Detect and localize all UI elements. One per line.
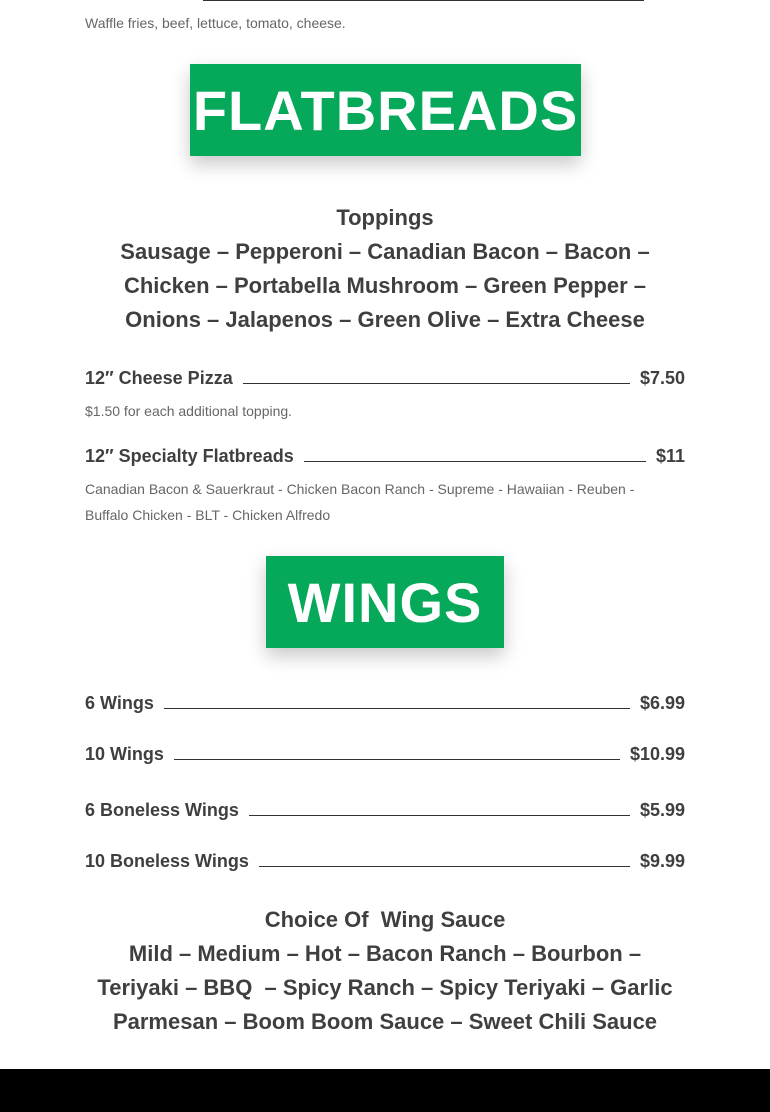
menu-item-10-boneless-wings	[85, 849, 685, 873]
toppings-heading: Toppings	[336, 205, 434, 230]
item-price: $10.99	[629, 743, 685, 764]
leader-line	[259, 866, 630, 867]
leader-line	[243, 383, 630, 384]
leader-line	[174, 759, 620, 760]
item-name: 12″ Cheese Pizza	[85, 367, 233, 388]
item-price: $6.99	[639, 692, 685, 713]
item-price: $5.99	[639, 799, 685, 820]
sauce-line-3: Parmesan – Boom Boom Sauce – Sweet Chili Sauce	[112, 1009, 658, 1034]
item-price: $7.50	[639, 367, 685, 388]
sauce-line-2: Teriyaki – BBQ – Spicy Ranch – Spicy Teriyaki – Garlic	[97, 975, 673, 1000]
item-description: $1.50 for each additional topping.	[85, 403, 293, 419]
leader-line	[164, 708, 630, 709]
item-name: 10 Wings	[85, 743, 164, 764]
item-price: $11	[655, 445, 685, 466]
item-name: 6 Wings	[85, 692, 154, 713]
flatbreads-banner: FLATBREADS	[190, 64, 581, 156]
item-description-line-1: Canadian Bacon & Sauerkraut - Chicken Bacon Ranch - Supreme - Hawaiian - Reuben -	[85, 481, 635, 497]
toppings-line-2: Chicken – Portabella Mushroom – Green Pepper –	[123, 273, 647, 298]
menu-item-6-boneless-wings	[85, 798, 685, 822]
leader-line	[249, 815, 630, 816]
menu-item-6-wings	[85, 691, 685, 715]
toppings-line-1: Sausage – Pepperoni – Canadian Bacon – Bacon –	[120, 239, 650, 264]
footer-bar	[0, 1069, 770, 1112]
menu-item-10-wings	[85, 742, 685, 766]
toppings-line-3: Onions – Jalapenos – Green Olive – Extra Cheese	[125, 307, 645, 332]
item-description-line-2: Buffalo Chicken - BLT - Chicken Alfredo	[85, 507, 331, 523]
leader-line	[304, 461, 646, 462]
toppings-block	[85, 201, 685, 337]
menu-item-specialty-flatbreads	[85, 444, 685, 468]
burger-description: Waffle fries, beef, lettuce, tomato, cheese.	[85, 15, 346, 31]
item-name: 6 Boneless Wings	[85, 799, 239, 820]
item-name: 12″ Specialty Flatbreads	[85, 445, 294, 466]
wings-banner: WINGS	[266, 556, 504, 648]
item-price: $9.99	[639, 850, 685, 871]
divider-line	[203, 0, 644, 1]
item-name: 10 Boneless Wings	[85, 850, 249, 871]
sauce-heading: Choice Of Wing Sauce	[264, 907, 506, 932]
sauce-line-1: Mild – Medium – Hot – Bacon Ranch – Bourbon –	[128, 941, 642, 966]
sauce-block	[85, 903, 685, 1039]
menu-item-cheese-pizza	[85, 366, 685, 390]
